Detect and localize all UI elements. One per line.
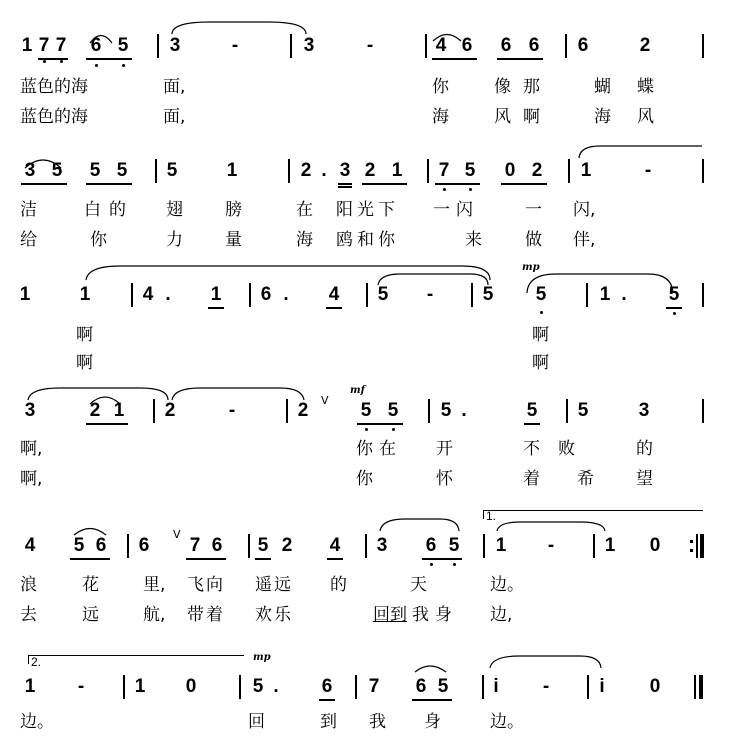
underline xyxy=(70,558,110,560)
lyric: 边。 xyxy=(20,712,54,732)
lyric: 海 xyxy=(594,107,611,127)
lyric: 我 xyxy=(369,712,386,732)
repeat-dot xyxy=(690,549,693,552)
volta-number: 1. xyxy=(486,509,497,523)
lyric: 闪, xyxy=(573,200,596,220)
note: 1 xyxy=(79,284,91,305)
lyric: 面, xyxy=(163,107,186,127)
lyric: 到 xyxy=(320,712,337,732)
lyric: 白的 xyxy=(84,200,134,220)
lyric: 你 xyxy=(90,230,107,250)
note: 2 xyxy=(531,160,543,181)
lyric: 回 xyxy=(248,712,265,732)
note: 3 xyxy=(376,535,388,556)
lyric: 开 xyxy=(436,439,453,459)
note: 1 xyxy=(21,35,33,56)
note: - xyxy=(77,676,85,697)
underline xyxy=(497,58,543,60)
lyric: 洁 xyxy=(20,200,37,220)
note: . xyxy=(321,160,327,181)
note: 5 xyxy=(482,284,494,305)
barline xyxy=(593,534,595,558)
note: 5 xyxy=(51,160,63,181)
note: 5 xyxy=(116,160,128,181)
lyric: 望 xyxy=(636,469,653,489)
low-dot xyxy=(122,64,125,67)
lyric: 回到 xyxy=(373,605,407,625)
note: 6 xyxy=(461,35,473,56)
barline xyxy=(153,399,155,423)
note: i xyxy=(493,676,499,697)
note: 5 xyxy=(387,400,399,421)
lyric: 一闪 xyxy=(433,200,479,220)
barline xyxy=(155,159,157,183)
note: . xyxy=(621,284,627,305)
barline xyxy=(702,399,704,423)
underline xyxy=(86,183,132,185)
lyric: 啊 xyxy=(76,325,93,345)
repeat-dot xyxy=(690,540,693,543)
note: 6 xyxy=(95,535,107,556)
barline xyxy=(428,399,430,423)
note: - xyxy=(366,35,374,56)
note: . xyxy=(283,284,289,305)
note: 7 xyxy=(368,676,380,697)
low-dot xyxy=(453,563,456,566)
barline xyxy=(249,283,251,307)
barline-final xyxy=(699,675,703,699)
barline xyxy=(365,534,367,558)
barline xyxy=(288,159,290,183)
underline xyxy=(86,58,132,60)
lyric: 你 xyxy=(356,469,373,489)
note: 2 xyxy=(89,400,101,421)
note: 7 xyxy=(438,160,450,181)
lyric: 翅 xyxy=(166,200,183,220)
note: 1 xyxy=(226,160,238,181)
lyric: 阳光下 xyxy=(336,200,399,220)
lyric: 蓝色的海 xyxy=(20,107,88,127)
volta-number: 2. xyxy=(31,655,42,669)
barline xyxy=(587,675,589,699)
barline xyxy=(702,283,704,307)
low-dot xyxy=(430,563,433,566)
underline xyxy=(524,423,540,425)
note: 5 xyxy=(448,535,460,556)
low-dot xyxy=(60,60,63,63)
note: 6 xyxy=(415,676,427,697)
note: 5 xyxy=(526,400,538,421)
lyric: 鸥和你 xyxy=(336,230,399,250)
lyric: 风 xyxy=(637,107,654,127)
note: 1 xyxy=(391,160,403,181)
dynamic-mark: mp xyxy=(522,262,540,273)
underline xyxy=(21,183,67,185)
low-dot xyxy=(392,428,395,431)
note: 3 xyxy=(24,400,36,421)
note: 5 xyxy=(437,676,449,697)
lyric: 怀 xyxy=(436,469,453,489)
barline xyxy=(586,283,588,307)
lyric: 啊 xyxy=(532,325,549,345)
lyric: 蝴 xyxy=(594,77,611,97)
note: 5 xyxy=(117,35,129,56)
underline xyxy=(319,699,335,701)
note: 4 xyxy=(435,35,447,56)
barline xyxy=(696,534,698,558)
low-dot xyxy=(443,188,446,191)
low-dot xyxy=(469,188,472,191)
barline xyxy=(127,534,129,558)
note: 3 xyxy=(339,160,351,181)
lyric: 的 xyxy=(330,575,347,595)
note: 5 xyxy=(668,284,680,305)
note: 5 xyxy=(73,535,85,556)
underline xyxy=(362,183,407,185)
low-dot xyxy=(43,60,46,63)
volta-bracket xyxy=(483,510,703,519)
note: 5 xyxy=(166,160,178,181)
note: 6 xyxy=(528,35,540,56)
note: 2 xyxy=(164,400,176,421)
note: - xyxy=(542,676,550,697)
note: 2 xyxy=(281,535,293,556)
volta-bracket xyxy=(28,655,244,664)
barline xyxy=(694,675,696,699)
note: 1 xyxy=(19,284,31,305)
underline xyxy=(86,423,128,425)
lyric: 着 xyxy=(523,469,540,489)
note: 2 xyxy=(639,35,651,56)
note: . xyxy=(461,400,467,421)
underline xyxy=(501,183,547,185)
underline xyxy=(186,558,226,560)
note: - xyxy=(228,400,236,421)
note: 6 xyxy=(500,35,512,56)
underline xyxy=(255,558,271,560)
lyric: 蝶 xyxy=(637,77,654,97)
lyric: 边, xyxy=(490,605,513,625)
underline xyxy=(338,183,352,185)
underline xyxy=(327,558,343,560)
lyric: 你 xyxy=(432,77,449,97)
lyric: 海 xyxy=(296,230,313,250)
lyric: 带着 xyxy=(187,605,225,625)
lyric: 的 xyxy=(636,439,653,459)
note: 3 xyxy=(24,160,36,181)
note: . xyxy=(165,284,171,305)
barline xyxy=(425,34,427,58)
underline xyxy=(435,183,480,185)
note: 3 xyxy=(169,35,181,56)
note: 5 xyxy=(360,400,372,421)
note: 1 xyxy=(134,676,146,697)
lyric: 啊 xyxy=(532,353,549,373)
lyric: 飞向 xyxy=(187,575,225,595)
note: - xyxy=(231,35,239,56)
barline xyxy=(157,34,159,58)
low-dot xyxy=(673,312,676,315)
note: 5 xyxy=(377,284,389,305)
underline xyxy=(357,423,403,425)
lyric: 航, xyxy=(143,605,166,625)
note: 1 xyxy=(580,160,592,181)
lyric: 欢乐 xyxy=(255,605,293,625)
note: - xyxy=(547,535,555,556)
barline xyxy=(286,399,288,423)
lyric: 膀 xyxy=(225,200,242,220)
note: 1 xyxy=(604,535,616,556)
barline xyxy=(482,675,484,699)
note: 5 xyxy=(89,160,101,181)
dynamic-mark: mp xyxy=(253,652,271,663)
underline xyxy=(432,58,477,60)
lyric: 啊, xyxy=(20,469,43,489)
underline xyxy=(412,699,452,701)
dynamic-mark: mf xyxy=(350,385,365,396)
lyric: 身 xyxy=(424,712,441,732)
underline xyxy=(38,58,68,60)
note: 6 xyxy=(211,535,223,556)
note: 5 xyxy=(535,284,547,305)
underline xyxy=(422,558,462,560)
note: 6 xyxy=(260,284,272,305)
note: 1 xyxy=(495,535,507,556)
note: - xyxy=(426,284,434,305)
barline xyxy=(366,283,368,307)
lyric: 量 xyxy=(225,230,242,250)
lyric: 不败 xyxy=(523,439,593,459)
lyric: 海 xyxy=(432,107,449,127)
lyric: 边。 xyxy=(490,712,524,732)
note: 7 xyxy=(55,35,67,56)
note: 1 xyxy=(599,284,611,305)
note: 6 xyxy=(321,676,333,697)
lyric: 给 xyxy=(20,230,37,250)
lyric: 蓝色的海 xyxy=(20,77,88,97)
note: 3 xyxy=(303,35,315,56)
lyric: 力 xyxy=(166,230,183,250)
note: 1 xyxy=(24,676,36,697)
note: 6 xyxy=(425,535,437,556)
barline xyxy=(248,534,250,558)
barline xyxy=(702,34,704,58)
lyric: 一 xyxy=(525,200,542,220)
lyric: 远 xyxy=(82,605,99,625)
lyric: 做 xyxy=(525,230,542,250)
barline xyxy=(427,159,429,183)
note: 4 xyxy=(142,284,154,305)
barline xyxy=(566,399,568,423)
barline xyxy=(565,34,567,58)
barline xyxy=(702,159,704,183)
lyric: 浪 xyxy=(20,575,37,595)
lyric: 啊 xyxy=(76,353,93,373)
lyric: 面, xyxy=(163,77,186,97)
underline xyxy=(208,307,224,309)
lyric: 来 xyxy=(465,230,482,250)
note: 2 xyxy=(364,160,376,181)
barline-end-repeat xyxy=(700,534,704,558)
note: 2 xyxy=(300,160,312,181)
low-dot xyxy=(540,311,543,314)
note: 7 xyxy=(189,535,201,556)
barline xyxy=(131,283,133,307)
barline xyxy=(471,283,473,307)
note: 3 xyxy=(638,400,650,421)
note: 6 xyxy=(138,535,150,556)
note: 1 xyxy=(210,284,222,305)
breath-mark: V xyxy=(173,528,181,541)
barline xyxy=(290,34,292,58)
breath-mark: V xyxy=(321,394,329,407)
lyric: 在 xyxy=(296,200,313,220)
lyric: 天 xyxy=(410,575,427,595)
note: 5 xyxy=(257,535,269,556)
barline xyxy=(568,159,570,183)
lyric: 里, xyxy=(143,575,166,595)
note: 1 xyxy=(113,400,125,421)
note: 4 xyxy=(328,284,340,305)
barline xyxy=(123,675,125,699)
note: 0 xyxy=(649,676,661,697)
note: - xyxy=(644,160,652,181)
lyric: 你在 xyxy=(356,439,402,459)
note: 4 xyxy=(24,535,36,556)
lyric: 去 xyxy=(20,605,37,625)
note: 6 xyxy=(90,35,102,56)
note: 0 xyxy=(185,676,197,697)
lyric: 花 xyxy=(82,575,99,595)
underline xyxy=(326,307,342,309)
low-dot xyxy=(95,64,98,67)
underline xyxy=(338,186,352,188)
barline xyxy=(483,534,485,558)
note: . xyxy=(273,676,279,697)
note: 0 xyxy=(649,535,661,556)
lyric: 像那 xyxy=(494,77,552,97)
note: 5 xyxy=(577,400,589,421)
lyric: 边。 xyxy=(490,575,524,595)
lyric: 伴, xyxy=(573,230,596,250)
lyric: 希 xyxy=(577,469,594,489)
note: 6 xyxy=(577,35,589,56)
barline xyxy=(355,675,357,699)
note: 7 xyxy=(38,35,50,56)
note: 2 xyxy=(297,400,309,421)
barline xyxy=(239,675,241,699)
note: 5 xyxy=(440,400,452,421)
low-dot xyxy=(365,428,368,431)
lyric: 啊, xyxy=(20,439,43,459)
note: 5 xyxy=(252,676,264,697)
note: i xyxy=(599,676,605,697)
lyric: 我身 xyxy=(412,605,458,625)
underline xyxy=(666,307,682,309)
note: 0 xyxy=(504,160,516,181)
note: 4 xyxy=(329,535,341,556)
note: 5 xyxy=(464,160,476,181)
lyric: 风啊 xyxy=(494,107,552,127)
lyric: 遥远 xyxy=(255,575,293,595)
